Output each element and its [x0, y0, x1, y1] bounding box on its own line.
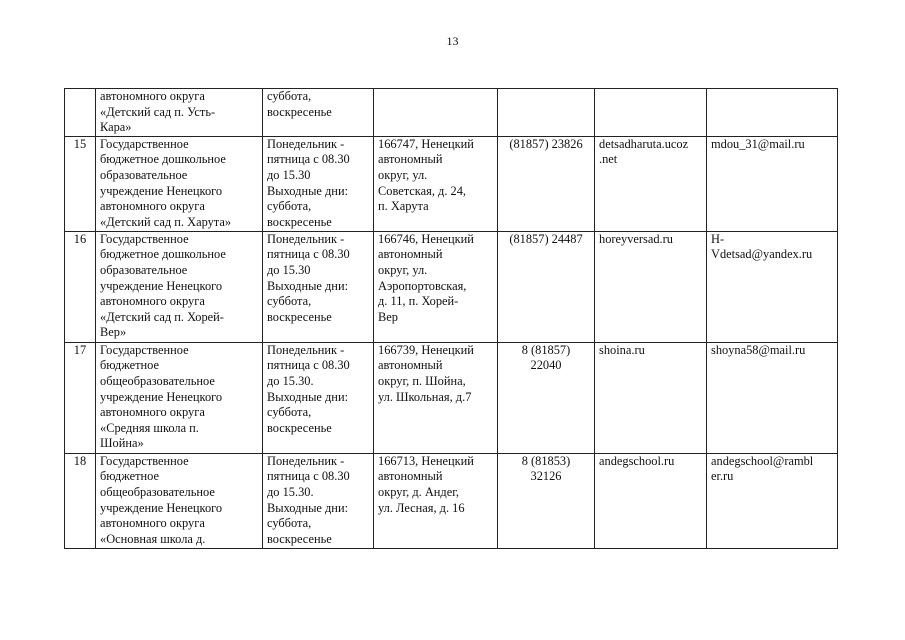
email-cell — [707, 89, 838, 137]
website-cell: detsadharuta.ucoz .net — [595, 136, 707, 231]
email-cell: H- Vdetsad@yandex.ru — [707, 231, 838, 342]
table-row — [65, 231, 838, 342]
working-hours-cell: Понедельник - пятница с 08.30 до 15.30 Выходные дни: суббота, воскресенье — [263, 231, 374, 342]
institution-name-cell: Государственное бюджетное общеобразовательное учреждение Ненецкого автономного округа «Основная школа д. — [96, 453, 263, 548]
phone-cell: 8 (81857) 22040 — [498, 342, 595, 453]
website-cell — [595, 89, 707, 137]
working-hours-cell: Понедельник - пятница с 08.30 до 15.30 Выходные дни: суббота, воскресенье — [263, 136, 374, 231]
phone-cell: 8 (81853) 32126 — [498, 453, 595, 548]
institution-name-cell: автономного округа «Детский сад п. Усть- Кара» — [96, 89, 263, 137]
phone-cell — [498, 89, 595, 137]
working-hours-cell: Понедельник - пятница с 08.30 до 15.30. Выходные дни: суббота, воскресенье — [263, 453, 374, 548]
institution-name-cell: Государственное бюджетное дошкольное образовательное учреждение Ненецкого автономного округа «Детский сад п. Хорей- Вер» — [96, 231, 263, 342]
email-cell: shoyna58@mail.ru — [707, 342, 838, 453]
table-row-continuation — [65, 89, 838, 137]
institutions-table — [64, 88, 838, 549]
address-cell: 166739, Ненецкий автономный округ, п. Шойна, ул. Школьная, д.7 — [374, 342, 498, 453]
email-cell: mdou_31@mail.ru — [707, 136, 838, 231]
page-number: 13 — [446, 34, 459, 48]
row-number-cell: 15 — [65, 136, 96, 231]
row-number-cell: 16 — [65, 231, 96, 342]
address-cell: 166747, Ненецкий автономный округ, ул. Советская, д. 24, п. Харута — [374, 136, 498, 231]
website-cell: andegschool.ru — [595, 453, 707, 548]
row-number-cell: 18 — [65, 453, 96, 548]
phone-cell: (81857) 24487 — [498, 231, 595, 342]
address-cell: 166713, Ненецкий автономный округ, д. Андег, ул. Лесная, д. 16 — [374, 453, 498, 548]
address-cell — [374, 89, 498, 137]
working-hours-cell: суббота, воскресенье — [263, 89, 374, 137]
email-cell: andegschool@rambl er.ru — [707, 453, 838, 548]
website-cell: horeyversad.ru — [595, 231, 707, 342]
website-cell: shoina.ru — [595, 342, 707, 453]
table-row — [65, 136, 838, 231]
row-number-cell: 17 — [65, 342, 96, 453]
phone-cell: (81857) 23826 — [498, 136, 595, 231]
institution-name-cell: Государственное бюджетное общеобразовательное учреждение Ненецкого автономного округа «Средняя школа п. Шойна» — [96, 342, 263, 453]
table-row — [65, 342, 838, 453]
working-hours-cell: Понедельник - пятница с 08.30 до 15.30. Выходные дни: суббота, воскресенье — [263, 342, 374, 453]
address-cell: 166746, Ненецкий автономный округ, ул. Аэропортовская, д. 11, п. Хорей- Вер — [374, 231, 498, 342]
institution-name-cell: Государственное бюджетное дошкольное образовательное учреждение Ненецкого автономного округа «Детский сад п. Харута» — [96, 136, 263, 231]
table-row — [65, 453, 838, 548]
row-number-cell — [65, 89, 96, 137]
